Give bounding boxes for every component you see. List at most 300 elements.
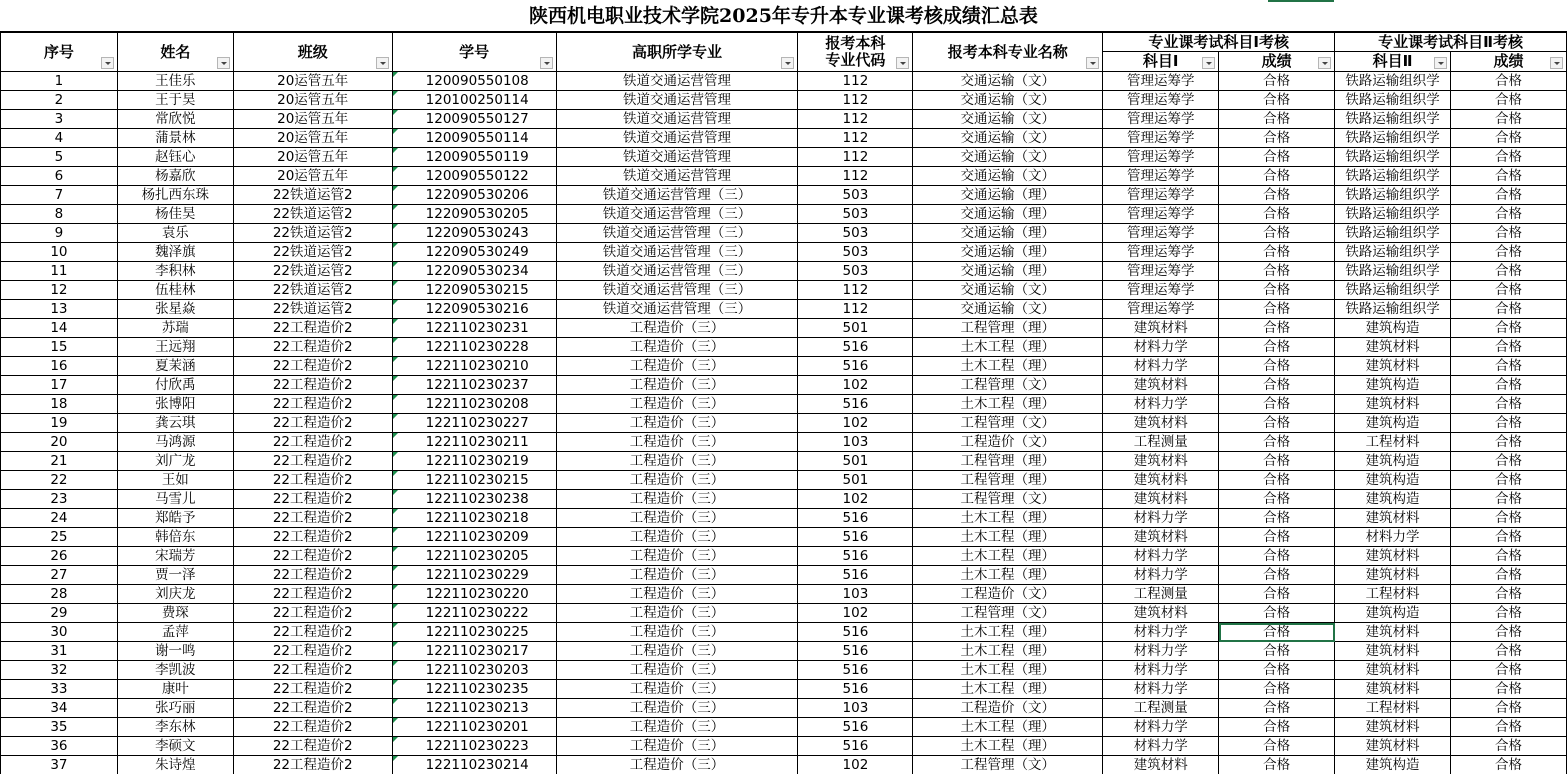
cell-score2[interactable]: 合格	[1451, 319, 1567, 338]
cell-score1[interactable]: 合格	[1219, 642, 1335, 661]
cell-seq[interactable]: 28	[1, 585, 118, 604]
cell-target-major[interactable]: 工程管理（理）	[913, 471, 1103, 490]
cell-score2[interactable]: 合格	[1451, 642, 1567, 661]
cell-seq[interactable]: 25	[1, 528, 118, 547]
cell-student-id[interactable]: 122090530249	[392, 243, 556, 262]
filter-dropdown-icon[interactable]	[217, 57, 230, 69]
cell-class[interactable]: 22工程造价2	[233, 642, 392, 661]
cell-student-id[interactable]: 120090550122	[392, 167, 556, 186]
cell-score2[interactable]: 合格	[1451, 357, 1567, 376]
cell-major[interactable]: 工程造价（三）	[556, 718, 798, 737]
cell-name[interactable]: 朱诗煌	[117, 756, 233, 774]
cell-score2[interactable]: 合格	[1451, 338, 1567, 357]
cell-major[interactable]: 工程造价（三）	[556, 642, 798, 661]
cell-major[interactable]: 铁道交通运营管理（三）	[556, 224, 798, 243]
cell-class[interactable]: 22工程造价2	[233, 376, 392, 395]
filter-dropdown-icon[interactable]	[1318, 57, 1331, 69]
cell-student-id[interactable]: 122110230218	[392, 509, 556, 528]
cell-class[interactable]: 22工程造价2	[233, 357, 392, 376]
cell-major[interactable]: 铁道交通运营管理（三）	[556, 205, 798, 224]
cell-student-id[interactable]: 122110230214	[392, 756, 556, 774]
cell-score1[interactable]: 合格	[1219, 661, 1335, 680]
cell-subject2[interactable]: 建筑材料	[1335, 338, 1451, 357]
cell-subject2[interactable]: 铁路运输组织学	[1335, 281, 1451, 300]
cell-seq[interactable]: 10	[1, 243, 118, 262]
cell-score1[interactable]: 合格	[1219, 281, 1335, 300]
cell-class[interactable]: 22工程造价2	[233, 528, 392, 547]
cell-score2[interactable]: 合格	[1451, 528, 1567, 547]
cell-code[interactable]: 503	[798, 262, 913, 281]
cell-subject2[interactable]: 建筑材料	[1335, 718, 1451, 737]
cell-score1[interactable]: 合格	[1219, 395, 1335, 414]
cell-class[interactable]: 22铁道运管2	[233, 186, 392, 205]
cell-student-id[interactable]: 122110230205	[392, 547, 556, 566]
cell-code[interactable]: 112	[798, 281, 913, 300]
cell-code[interactable]: 516	[798, 718, 913, 737]
cell-code[interactable]: 516	[798, 642, 913, 661]
cell-class[interactable]: 22工程造价2	[233, 718, 392, 737]
cell-name[interactable]: 张星焱	[117, 300, 233, 319]
cell-score2[interactable]: 合格	[1451, 281, 1567, 300]
cell-student-id[interactable]: 120100250114	[392, 91, 556, 110]
cell-score2[interactable]: 合格	[1451, 186, 1567, 205]
cell-score2[interactable]: 合格	[1451, 72, 1567, 91]
cell-code[interactable]: 102	[798, 604, 913, 623]
cell-subject1[interactable]: 管理运筹学	[1103, 148, 1219, 167]
cell-subject1[interactable]: 管理运筹学	[1103, 186, 1219, 205]
cell-target-major[interactable]: 交通运输（文）	[913, 129, 1103, 148]
cell-major[interactable]: 工程造价（三）	[556, 547, 798, 566]
cell-student-id[interactable]: 122110230201	[392, 718, 556, 737]
cell-target-major[interactable]: 土木工程（理）	[913, 642, 1103, 661]
cell-target-major[interactable]: 交通运输（文）	[913, 167, 1103, 186]
cell-subject2[interactable]: 建筑材料	[1335, 566, 1451, 585]
cell-class[interactable]: 20运管五年	[233, 167, 392, 186]
cell-subject2[interactable]: 建筑构造	[1335, 414, 1451, 433]
cell-target-major[interactable]: 工程管理（文）	[913, 414, 1103, 433]
cell-student-id[interactable]: 122110230217	[392, 642, 556, 661]
cell-subject2[interactable]: 建筑构造	[1335, 756, 1451, 774]
header-seq[interactable]: 序号	[1, 33, 118, 72]
cell-seq[interactable]: 24	[1, 509, 118, 528]
cell-major[interactable]: 工程造价（三）	[556, 661, 798, 680]
cell-major[interactable]: 工程造价（三）	[556, 604, 798, 623]
cell-score2[interactable]: 合格	[1451, 547, 1567, 566]
cell-seq[interactable]: 8	[1, 205, 118, 224]
cell-score1[interactable]: 合格	[1219, 452, 1335, 471]
cell-name[interactable]: 刘广龙	[117, 452, 233, 471]
cell-major[interactable]: 铁道交通运营管理	[556, 148, 798, 167]
cell-score1[interactable]: 合格	[1219, 262, 1335, 281]
cell-name[interactable]: 李东林	[117, 718, 233, 737]
cell-score1[interactable]: 合格	[1219, 680, 1335, 699]
cell-score1[interactable]: 合格	[1219, 433, 1335, 452]
cell-subject2[interactable]: 铁路运输组织学	[1335, 91, 1451, 110]
cell-student-id[interactable]: 122090530243	[392, 224, 556, 243]
cell-target-major[interactable]: 土木工程（理）	[913, 395, 1103, 414]
cell-seq[interactable]: 7	[1, 186, 118, 205]
cell-target-major[interactable]: 土木工程（理）	[913, 566, 1103, 585]
header-class[interactable]: 班级	[233, 33, 392, 72]
cell-student-id[interactable]: 122090530205	[392, 205, 556, 224]
cell-class[interactable]: 22工程造价2	[233, 547, 392, 566]
cell-target-major[interactable]: 土木工程（理）	[913, 661, 1103, 680]
cell-seq[interactable]: 4	[1, 129, 118, 148]
cell-seq[interactable]: 13	[1, 300, 118, 319]
cell-seq[interactable]: 33	[1, 680, 118, 699]
cell-class[interactable]: 22工程造价2	[233, 737, 392, 756]
cell-target-major[interactable]: 交通运输（文）	[913, 281, 1103, 300]
header-subject1[interactable]: 科目Ⅰ	[1103, 52, 1219, 72]
cell-target-major[interactable]: 交通运输（理）	[913, 186, 1103, 205]
cell-target-major[interactable]: 工程造价（文）	[913, 433, 1103, 452]
cell-code[interactable]: 503	[798, 243, 913, 262]
cell-score1[interactable]: 合格	[1219, 110, 1335, 129]
cell-seq[interactable]: 3	[1, 110, 118, 129]
cell-student-id[interactable]: 122110230225	[392, 623, 556, 642]
cell-name[interactable]: 王如	[117, 471, 233, 490]
cell-major[interactable]: 工程造价（三）	[556, 699, 798, 718]
cell-subject2[interactable]: 工程材料	[1335, 699, 1451, 718]
cell-code[interactable]: 112	[798, 300, 913, 319]
cell-code[interactable]: 516	[798, 737, 913, 756]
filter-dropdown-icon[interactable]	[1086, 57, 1099, 69]
cell-score2[interactable]: 合格	[1451, 452, 1567, 471]
cell-code[interactable]: 102	[798, 414, 913, 433]
cell-subject1[interactable]: 材料力学	[1103, 547, 1219, 566]
cell-code[interactable]: 516	[798, 623, 913, 642]
filter-dropdown-icon[interactable]	[781, 57, 794, 69]
cell-target-major[interactable]: 交通运输（理）	[913, 262, 1103, 281]
cell-code[interactable]: 112	[798, 91, 913, 110]
cell-class[interactable]: 22工程造价2	[233, 433, 392, 452]
cell-seq[interactable]: 31	[1, 642, 118, 661]
cell-subject2[interactable]: 铁路运输组织学	[1335, 262, 1451, 281]
cell-subject1[interactable]: 管理运筹学	[1103, 91, 1219, 110]
cell-score1[interactable]: 合格	[1219, 205, 1335, 224]
cell-subject2[interactable]: 铁路运输组织学	[1335, 167, 1451, 186]
cell-student-id[interactable]: 122110230213	[392, 699, 556, 718]
cell-major[interactable]: 工程造价（三）	[556, 509, 798, 528]
cell-target-major[interactable]: 工程造价（文）	[913, 699, 1103, 718]
cell-student-id[interactable]: 122110230220	[392, 585, 556, 604]
cell-subject2[interactable]: 铁路运输组织学	[1335, 148, 1451, 167]
cell-score2[interactable]: 合格	[1451, 300, 1567, 319]
cell-subject1[interactable]: 建筑材料	[1103, 471, 1219, 490]
cell-subject1[interactable]: 建筑材料	[1103, 414, 1219, 433]
cell-subject2[interactable]: 建筑材料	[1335, 642, 1451, 661]
cell-seq[interactable]: 27	[1, 566, 118, 585]
cell-score1[interactable]: 合格	[1219, 357, 1335, 376]
cell-code[interactable]: 103	[798, 433, 913, 452]
cell-name[interactable]: 魏泽旗	[117, 243, 233, 262]
cell-student-id[interactable]: 120090550127	[392, 110, 556, 129]
cell-student-id[interactable]: 122110230219	[392, 452, 556, 471]
cell-student-id[interactable]: 122110230228	[392, 338, 556, 357]
cell-student-id[interactable]: 122110230215	[392, 471, 556, 490]
cell-score2[interactable]: 合格	[1451, 718, 1567, 737]
cell-major[interactable]: 工程造价（三）	[556, 756, 798, 774]
cell-subject1[interactable]: 工程测量	[1103, 433, 1219, 452]
cell-subject2[interactable]: 工程材料	[1335, 433, 1451, 452]
cell-target-major[interactable]: 交通运输（文）	[913, 148, 1103, 167]
cell-seq[interactable]: 9	[1, 224, 118, 243]
cell-score2[interactable]: 合格	[1451, 414, 1567, 433]
cell-code[interactable]: 516	[798, 566, 913, 585]
cell-target-major[interactable]: 土木工程（理）	[913, 338, 1103, 357]
cell-subject2[interactable]: 铁路运输组织学	[1335, 300, 1451, 319]
cell-target-major[interactable]: 工程管理（理）	[913, 319, 1103, 338]
cell-student-id[interactable]: 122110230209	[392, 528, 556, 547]
cell-target-major[interactable]: 交通运输（文）	[913, 91, 1103, 110]
cell-major[interactable]: 铁道交通运营管理	[556, 110, 798, 129]
cell-seq[interactable]: 17	[1, 376, 118, 395]
cell-subject2[interactable]: 建筑构造	[1335, 490, 1451, 509]
cell-seq[interactable]: 6	[1, 167, 118, 186]
cell-score2[interactable]: 合格	[1451, 471, 1567, 490]
cell-subject2[interactable]: 建筑构造	[1335, 319, 1451, 338]
cell-subject1[interactable]: 建筑材料	[1103, 376, 1219, 395]
header-exam1-group[interactable]: 专业课考试科目Ⅰ考核	[1103, 33, 1335, 52]
cell-subject1[interactable]: 建筑材料	[1103, 756, 1219, 774]
cell-target-major[interactable]: 工程管理（文）	[913, 756, 1103, 774]
header-student-id[interactable]: 学号	[392, 33, 556, 72]
cell-code[interactable]: 516	[798, 528, 913, 547]
cell-subject2[interactable]: 建筑材料	[1335, 547, 1451, 566]
cell-subject1[interactable]: 材料力学	[1103, 623, 1219, 642]
cell-name[interactable]: 杨扎西东珠	[117, 186, 233, 205]
cell-subject2[interactable]: 建筑材料	[1335, 680, 1451, 699]
cell-major[interactable]: 铁道交通运营管理（三）	[556, 300, 798, 319]
cell-subject2[interactable]: 材料力学	[1335, 528, 1451, 547]
cell-subject1[interactable]: 材料力学	[1103, 395, 1219, 414]
cell-name[interactable]: 龚云琪	[117, 414, 233, 433]
filter-dropdown-icon[interactable]	[376, 57, 389, 69]
cell-class[interactable]: 22工程造价2	[233, 604, 392, 623]
cell-major[interactable]: 铁道交通运营管理	[556, 167, 798, 186]
cell-code[interactable]: 516	[798, 509, 913, 528]
cell-code[interactable]: 103	[798, 699, 913, 718]
cell-target-major[interactable]: 工程造价（文）	[913, 585, 1103, 604]
cell-name[interactable]: 张博阳	[117, 395, 233, 414]
cell-seq[interactable]: 14	[1, 319, 118, 338]
cell-major[interactable]: 工程造价（三）	[556, 357, 798, 376]
cell-student-id[interactable]: 120090550114	[392, 129, 556, 148]
cell-score2[interactable]: 合格	[1451, 167, 1567, 186]
cell-code[interactable]: 112	[798, 129, 913, 148]
cell-code[interactable]: 516	[798, 661, 913, 680]
cell-score1[interactable]: 合格	[1219, 376, 1335, 395]
cell-target-major[interactable]: 工程管理（文）	[913, 604, 1103, 623]
cell-score2[interactable]: 合格	[1451, 110, 1567, 129]
cell-class[interactable]: 22工程造价2	[233, 471, 392, 490]
cell-seq[interactable]: 21	[1, 452, 118, 471]
cell-class[interactable]: 20运管五年	[233, 110, 392, 129]
cell-score1[interactable]: 合格	[1219, 699, 1335, 718]
cell-name[interactable]: 杨佳昊	[117, 205, 233, 224]
cell-class[interactable]: 22工程造价2	[233, 661, 392, 680]
cell-score2[interactable]: 合格	[1451, 680, 1567, 699]
cell-score2[interactable]: 合格	[1451, 224, 1567, 243]
cell-subject2[interactable]: 铁路运输组织学	[1335, 243, 1451, 262]
cell-score1[interactable]: 合格	[1219, 509, 1335, 528]
cell-subject1[interactable]: 管理运筹学	[1103, 243, 1219, 262]
cell-score2[interactable]: 合格	[1451, 148, 1567, 167]
cell-class[interactable]: 22工程造价2	[233, 566, 392, 585]
cell-major[interactable]: 工程造价（三）	[556, 585, 798, 604]
cell-name[interactable]: 张巧丽	[117, 699, 233, 718]
cell-subject2[interactable]: 铁路运输组织学	[1335, 129, 1451, 148]
cell-seq[interactable]: 12	[1, 281, 118, 300]
cell-subject2[interactable]: 建筑构造	[1335, 452, 1451, 471]
header-score1[interactable]: 成绩	[1219, 52, 1335, 72]
cell-subject2[interactable]: 铁路运输组织学	[1335, 110, 1451, 129]
cell-score1[interactable]: 合格	[1219, 338, 1335, 357]
cell-name[interactable]: 贾一泽	[117, 566, 233, 585]
cell-score1[interactable]: 合格	[1219, 186, 1335, 205]
cell-major[interactable]: 工程造价（三）	[556, 680, 798, 699]
cell-seq[interactable]: 19	[1, 414, 118, 433]
cell-major[interactable]: 工程造价（三）	[556, 395, 798, 414]
cell-name[interactable]: 王佳乐	[117, 72, 233, 91]
cell-subject2[interactable]: 工程材料	[1335, 585, 1451, 604]
cell-code[interactable]: 516	[798, 338, 913, 357]
cell-major[interactable]: 工程造价（三）	[556, 319, 798, 338]
cell-score2[interactable]: 合格	[1451, 566, 1567, 585]
filter-dropdown-icon[interactable]	[896, 57, 909, 69]
header-name[interactable]: 姓名	[117, 33, 233, 72]
cell-subject1[interactable]: 材料力学	[1103, 718, 1219, 737]
header-exam2-group[interactable]: 专业课考试科目Ⅱ考核	[1335, 33, 1567, 52]
cell-score2[interactable]: 合格	[1451, 376, 1567, 395]
cell-code[interactable]: 112	[798, 110, 913, 129]
cell-major[interactable]: 工程造价（三）	[556, 433, 798, 452]
cell-student-id[interactable]: 122110230208	[392, 395, 556, 414]
cell-score2[interactable]: 合格	[1451, 699, 1567, 718]
cell-class[interactable]: 20运管五年	[233, 72, 392, 91]
cell-name[interactable]: 马雪儿	[117, 490, 233, 509]
cell-subject2[interactable]: 建筑材料	[1335, 661, 1451, 680]
cell-student-id[interactable]: 122110230203	[392, 661, 556, 680]
cell-seq[interactable]: 23	[1, 490, 118, 509]
cell-name[interactable]: 蒲景林	[117, 129, 233, 148]
cell-student-id[interactable]: 122110230238	[392, 490, 556, 509]
cell-name[interactable]: 李积林	[117, 262, 233, 281]
cell-major[interactable]: 铁道交通运营管理	[556, 129, 798, 148]
cell-seq[interactable]: 2	[1, 91, 118, 110]
cell-class[interactable]: 20运管五年	[233, 91, 392, 110]
cell-major[interactable]: 铁道交通运营管理	[556, 91, 798, 110]
cell-name[interactable]: 杨嘉欣	[117, 167, 233, 186]
cell-seq[interactable]: 5	[1, 148, 118, 167]
cell-student-id[interactable]: 122110230227	[392, 414, 556, 433]
cell-score1[interactable]: 合格	[1219, 623, 1335, 642]
cell-student-id[interactable]: 122090530234	[392, 262, 556, 281]
cell-name[interactable]: 韩倍东	[117, 528, 233, 547]
cell-score1[interactable]: 合格	[1219, 243, 1335, 262]
cell-code[interactable]: 103	[798, 585, 913, 604]
cell-score2[interactable]: 合格	[1451, 623, 1567, 642]
cell-score2[interactable]: 合格	[1451, 91, 1567, 110]
cell-subject1[interactable]: 材料力学	[1103, 680, 1219, 699]
cell-name[interactable]: 康叶	[117, 680, 233, 699]
cell-seq[interactable]: 20	[1, 433, 118, 452]
header-score2[interactable]: 成绩	[1451, 52, 1567, 72]
cell-seq[interactable]: 1	[1, 72, 118, 91]
cell-name[interactable]: 李硕文	[117, 737, 233, 756]
cell-score2[interactable]: 合格	[1451, 661, 1567, 680]
cell-target-major[interactable]: 土木工程（理）	[913, 737, 1103, 756]
cell-seq[interactable]: 30	[1, 623, 118, 642]
cell-major[interactable]: 工程造价（三）	[556, 452, 798, 471]
cell-class[interactable]: 22工程造价2	[233, 319, 392, 338]
cell-score2[interactable]: 合格	[1451, 737, 1567, 756]
cell-score2[interactable]: 合格	[1451, 756, 1567, 774]
cell-score2[interactable]: 合格	[1451, 490, 1567, 509]
header-major[interactable]: 高职所学专业	[556, 33, 798, 72]
cell-subject2[interactable]: 建筑材料	[1335, 357, 1451, 376]
cell-code[interactable]: 102	[798, 376, 913, 395]
cell-score2[interactable]: 合格	[1451, 604, 1567, 623]
cell-class[interactable]: 22工程造价2	[233, 414, 392, 433]
cell-name[interactable]: 宋瑞芳	[117, 547, 233, 566]
cell-score1[interactable]: 合格	[1219, 471, 1335, 490]
cell-score1[interactable]: 合格	[1219, 718, 1335, 737]
cell-code[interactable]: 503	[798, 205, 913, 224]
cell-score1[interactable]: 合格	[1219, 72, 1335, 91]
cell-score2[interactable]: 合格	[1451, 262, 1567, 281]
cell-target-major[interactable]: 工程管理（文）	[913, 376, 1103, 395]
cell-name[interactable]: 袁乐	[117, 224, 233, 243]
cell-subject2[interactable]: 铁路运输组织学	[1335, 186, 1451, 205]
cell-code[interactable]: 516	[798, 680, 913, 699]
cell-class[interactable]: 22铁道运管2	[233, 205, 392, 224]
cell-subject1[interactable]: 管理运筹学	[1103, 205, 1219, 224]
cell-score2[interactable]: 合格	[1451, 243, 1567, 262]
cell-student-id[interactable]: 122110230210	[392, 357, 556, 376]
cell-code[interactable]: 516	[798, 547, 913, 566]
cell-class[interactable]: 22工程造价2	[233, 699, 392, 718]
cell-subject1[interactable]: 管理运筹学	[1103, 167, 1219, 186]
cell-subject2[interactable]: 铁路运输组织学	[1335, 224, 1451, 243]
cell-target-major[interactable]: 土木工程（理）	[913, 509, 1103, 528]
cell-name[interactable]: 李凯波	[117, 661, 233, 680]
cell-target-major[interactable]: 工程管理（理）	[913, 452, 1103, 471]
cell-subject1[interactable]: 材料力学	[1103, 509, 1219, 528]
cell-score1[interactable]: 合格	[1219, 737, 1335, 756]
cell-seq[interactable]: 34	[1, 699, 118, 718]
cell-student-id[interactable]: 122110230229	[392, 566, 556, 585]
cell-name[interactable]: 刘庆龙	[117, 585, 233, 604]
filter-dropdown-icon[interactable]	[101, 57, 114, 69]
cell-name[interactable]: 赵钰心	[117, 148, 233, 167]
sheet-title[interactable]: 陕西机电职业技术学院2025年专升本专业课考核成绩汇总表	[0, 0, 1567, 32]
cell-seq[interactable]: 11	[1, 262, 118, 281]
cell-major[interactable]: 工程造价（三）	[556, 376, 798, 395]
cell-subject1[interactable]: 建筑材料	[1103, 490, 1219, 509]
cell-score1[interactable]: 合格	[1219, 490, 1335, 509]
cell-seq[interactable]: 35	[1, 718, 118, 737]
cell-code[interactable]: 102	[798, 756, 913, 774]
cell-class[interactable]: 22工程造价2	[233, 395, 392, 414]
cell-subject2[interactable]: 建筑构造	[1335, 471, 1451, 490]
cell-subject1[interactable]: 材料力学	[1103, 357, 1219, 376]
cell-student-id[interactable]: 122110230231	[392, 319, 556, 338]
cell-seq[interactable]: 26	[1, 547, 118, 566]
cell-student-id[interactable]: 122110230211	[392, 433, 556, 452]
cell-subject1[interactable]: 建筑材料	[1103, 604, 1219, 623]
cell-name[interactable]: 付欣禹	[117, 376, 233, 395]
